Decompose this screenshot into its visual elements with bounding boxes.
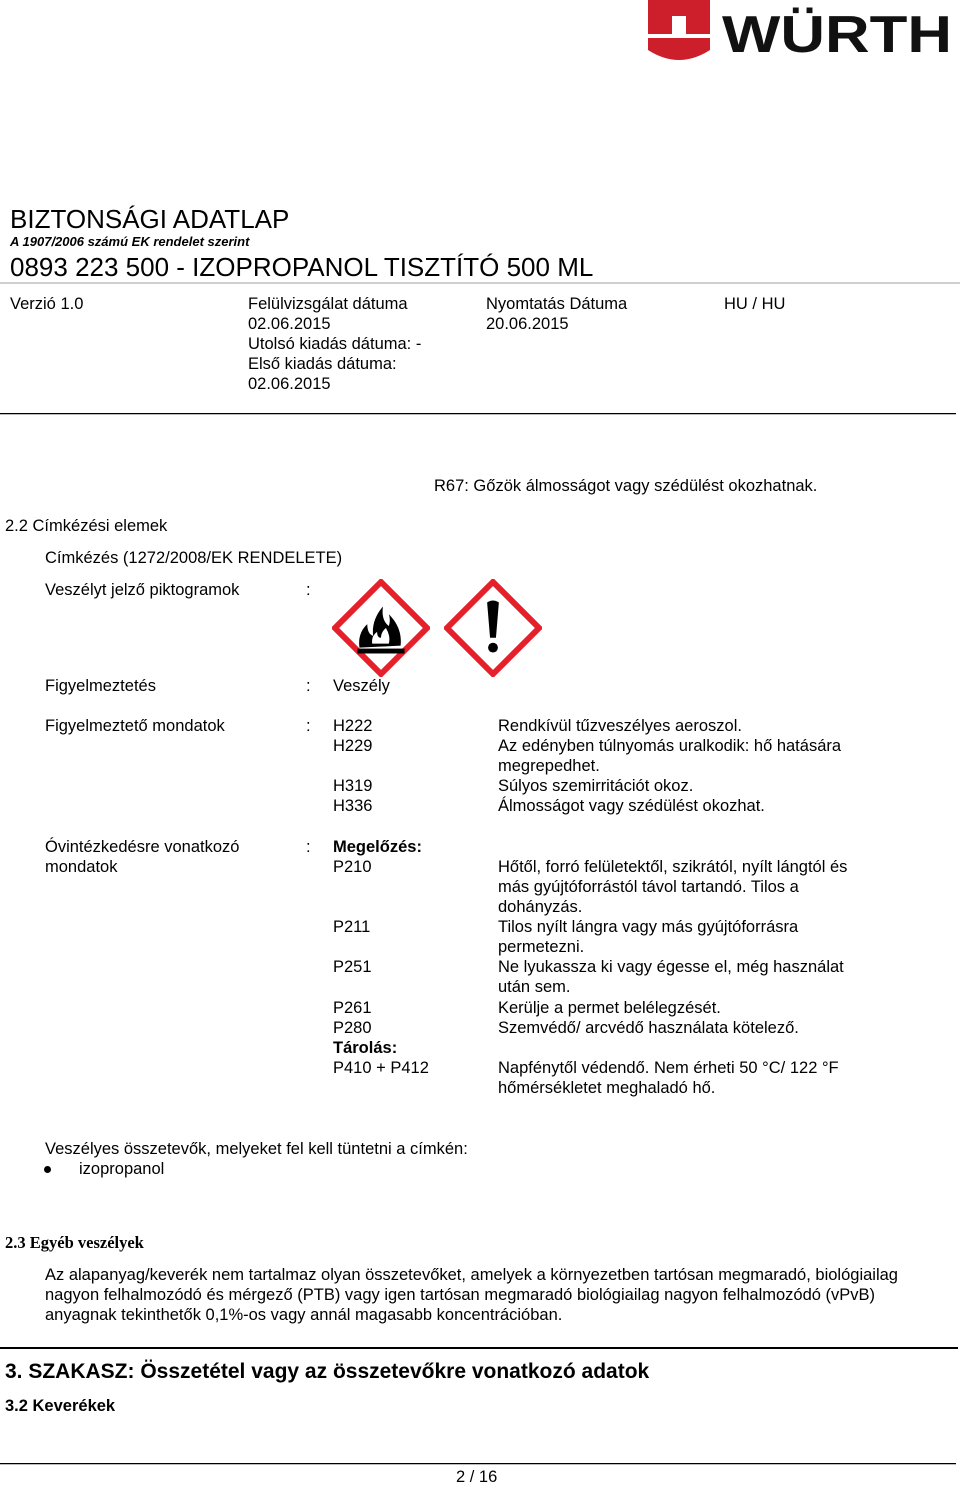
hazard-h229-text <box>498 736 841 776</box>
product-name: 0893 223 500 - IZOPROPANOL TISZTÍTÓ 500 ML <box>10 252 594 282</box>
page-number: 2 / 16 <box>456 1468 498 1486</box>
brand-text: WÜRTH <box>722 6 952 64</box>
precaution-p210-text <box>498 857 847 917</box>
section-2-2-title: 2.2 Címkézési elemek <box>5 517 168 535</box>
revision-info <box>248 294 421 394</box>
document-title: BIZTONSÁGI ADATLAP <box>10 204 290 234</box>
signal-word-value: Veszély <box>333 677 390 695</box>
precaution-label-line-1: Óvintézkedésre vonatkozó <box>45 838 240 856</box>
precaution-label <box>45 837 239 877</box>
precaution-p210-code: P210 <box>333 858 372 876</box>
precaution-p251-code: P251 <box>333 958 372 976</box>
hazard-h229-code: H229 <box>333 737 373 755</box>
component-item: izopropanol <box>79 1160 165 1178</box>
section-3-rule <box>0 1347 958 1349</box>
section-3-2-title: 3.2 Keverékek <box>5 1397 116 1415</box>
first-issue-date: 02.06.2015 <box>248 375 331 393</box>
footer-rule-shadow <box>0 1464 956 1465</box>
flame-pictogram-icon <box>332 579 430 677</box>
version: Verzió 1.0 <box>10 295 84 313</box>
wurth-logo-mark <box>648 0 710 60</box>
bullet-icon <box>44 1166 51 1173</box>
precaution-label-line-2: mondatok <box>45 858 118 876</box>
p251-line-1: Ne lyukassza ki vagy égesse el, még használat <box>498 958 844 976</box>
other-hazards-line-3: anyagnak tekinthetők 0,1%-os vagy annál magasabb koncentrációban. <box>45 1306 563 1324</box>
language: HU / HU <box>724 295 786 313</box>
precaution-p211-code: P211 <box>333 918 371 936</box>
precaution-p261-text: Kerülje a permet belélegzését. <box>498 999 721 1017</box>
hazard-h222-code: H222 <box>333 717 373 735</box>
section-3-title: 3. SZAKASZ: Összetétel vagy az összetevőkre vonatkozó adatok <box>5 1360 650 1383</box>
precaution-p211-text <box>498 917 798 957</box>
p251-line-2: után sem. <box>498 978 571 996</box>
labelling-heading: Címkézés (1272/2008/EK RENDELETE) <box>45 549 343 567</box>
review-date: 02.06.2015 <box>248 315 331 333</box>
first-issue-label: Első kiadás dátuma: <box>248 355 397 373</box>
p211-line-2: permetezni. <box>498 938 585 956</box>
signal-word-label: Figyelmeztetés <box>45 677 156 695</box>
precaution-p261-code: P261 <box>333 999 372 1017</box>
hazard-h319-text: Súlyos szemirritációt okoz. <box>498 777 694 795</box>
p410-line-1: Napfénytől védendő. Nem érheti 50 °C/ 122 °F <box>498 1059 839 1077</box>
precaution-p251-text <box>498 957 844 997</box>
header-bottom-rule-shadow <box>0 414 956 415</box>
p211-line-1: Tilos nyílt lángra vagy más gyújtóforrásra <box>498 918 799 936</box>
hazard-statements-colon: : <box>306 717 311 735</box>
p210-line-1: Hőtől, forró felületektől, szikrától, nyílt lángtól és <box>498 858 848 876</box>
hazard-statements-label: Figyelmeztető mondatok <box>45 717 225 735</box>
print-label: Nyomtatás Dátuma <box>486 295 628 313</box>
exclamation-pictogram-icon <box>444 579 542 677</box>
print-info <box>486 294 627 334</box>
other-hazards-line-2: nagyon felhalmozódó és mérgező (PTB) vagy igen tartósan megmaradó biológiailag nagyon felhalmozódó (vPvB) <box>45 1286 876 1304</box>
section-2-3-text <box>45 1265 898 1325</box>
hazard-h336-text: Álmosságot vagy szédülést okozhat. <box>498 797 765 815</box>
hazard-h222-text: Rendkívül tűzveszélyes aeroszol. <box>498 717 742 735</box>
storage-heading: Tárolás: <box>333 1039 398 1057</box>
regulation-subtitle: A 1907/2006 számú EK rendelet szerint <box>10 234 250 249</box>
header-divider <box>0 282 960 284</box>
prevention-heading: Megelőzés: <box>333 838 422 856</box>
p210-line-2: más gyújtóforrástól távol tartandó. Tilos a <box>498 878 799 896</box>
pictograms-label: Veszélyt jelző piktogramok <box>45 581 240 599</box>
section-2-3-title: 2.3 Egyéb veszélyek <box>5 1233 144 1252</box>
precaution-p410-p412-code: P410 + P412 <box>333 1059 429 1077</box>
last-issue: Utolsó kiadás dátuma: - <box>248 335 422 353</box>
hazard-h229-line-2: megrepedhet. <box>498 757 600 775</box>
hazard-h336-code: H336 <box>333 797 373 815</box>
wurth-logo <box>648 0 958 70</box>
precaution-colon: : <box>306 838 311 856</box>
precaution-p410-p412-text <box>498 1058 839 1098</box>
r67-phrase: R67: Gőzök álmosságot vagy szédülést okozhatnak. <box>434 477 818 495</box>
pictograms-colon: : <box>306 581 311 599</box>
other-hazards-line-1: Az alapanyag/keverék nem tartalmaz olyan összetevőket, amelyek a környezetben tartósan megmaradó, biológiailag <box>45 1266 898 1284</box>
print-date: 20.06.2015 <box>486 315 569 333</box>
precaution-p280-code: P280 <box>333 1019 372 1037</box>
review-label: Felülvizsgálat dátuma <box>248 295 408 313</box>
hazardous-components-label: Veszélyes összetevők, melyeket fel kell tüntetni a címkén: <box>45 1140 468 1158</box>
hazard-h319-code: H319 <box>333 777 373 795</box>
precaution-p280-text: Szemvédő/ arcvédő használata kötelező. <box>498 1019 799 1037</box>
p410-line-2: hőmérsékletet meghaladó hő. <box>498 1079 716 1097</box>
signal-word-colon: : <box>306 677 311 695</box>
p210-line-3: dohányzás. <box>498 898 583 916</box>
hazard-h229-line-1: Az edényben túlnyomás uralkodik: hő hatására <box>498 737 842 755</box>
